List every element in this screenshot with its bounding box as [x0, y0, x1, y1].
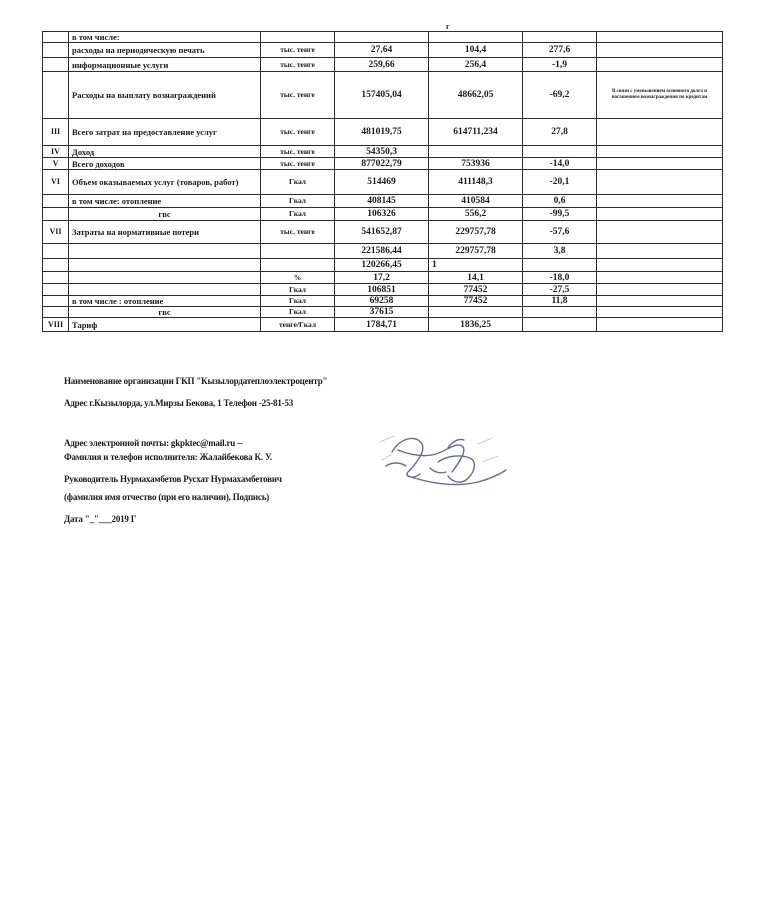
row-value-3: -69,2 — [523, 72, 597, 119]
row-value-3: -18,0 — [523, 272, 597, 284]
row-note — [597, 259, 723, 272]
row-unit — [261, 244, 335, 259]
table-row — [43, 158, 723, 170]
row-code — [43, 296, 69, 307]
row-value-1: 69258 — [335, 296, 429, 307]
row-code — [43, 195, 69, 208]
signature-caption: (фамилия имя отчество (при его наличии), Подпись) — [64, 492, 270, 502]
row-note — [597, 43, 723, 58]
row-code — [43, 272, 69, 284]
row-value-3: -99,5 — [523, 208, 597, 221]
row-note — [597, 208, 723, 221]
table-row — [43, 170, 723, 195]
row-code: III — [43, 119, 69, 146]
row-unit: тыс. тенге — [261, 221, 335, 244]
row-note — [597, 170, 723, 195]
row-value-2: 104,4 — [429, 43, 523, 58]
column-marker: г — [446, 22, 450, 31]
row-code — [43, 208, 69, 221]
row-note — [597, 296, 723, 307]
row-unit — [261, 259, 335, 272]
row-name: информационные услуги — [69, 58, 261, 72]
row-note — [597, 158, 723, 170]
row-value-3: 3,8 — [523, 244, 597, 259]
row-value-1: 120266,45 — [335, 259, 429, 272]
row-code — [43, 72, 69, 119]
row-value-2: 14,1 — [429, 272, 523, 284]
row-value-3: -14,0 — [523, 158, 597, 170]
row-value-1: 37615 — [335, 307, 429, 318]
table-row — [43, 296, 723, 307]
row-note — [597, 58, 723, 72]
row-note — [597, 146, 723, 158]
table-row — [43, 284, 723, 296]
row-value-2: 753936 — [429, 158, 523, 170]
row-value-1: 259,66 — [335, 58, 429, 72]
row-value-1: 481019,75 — [335, 119, 429, 146]
row-note — [597, 284, 723, 296]
row-value-3 — [523, 32, 597, 43]
row-name: в том числе: отопление — [69, 195, 261, 208]
row-code — [43, 244, 69, 259]
email-line: Адрес электронной почты: gkpktec@mail.ru -- — [64, 438, 243, 448]
row-value-2: 1836,25 — [429, 318, 523, 332]
row-value-3: -57,6 — [523, 221, 597, 244]
executor-line: Фамилия и телефон исполнителя: Жалайбекова К. У. — [64, 452, 272, 462]
table-row — [43, 272, 723, 284]
row-value-2 — [429, 146, 523, 158]
org-name-line: Наименование организации ГКП "Кызылордатеплоэлектроцентр" — [64, 376, 328, 386]
signature-stamp — [378, 432, 512, 492]
row-value-1: 54350,3 — [335, 146, 429, 158]
row-note — [597, 318, 723, 332]
row-value-3: 27,8 — [523, 119, 597, 146]
row-value-2: 556,2 — [429, 208, 523, 221]
row-value-1: 27,64 — [335, 43, 429, 58]
row-unit: тенге/Гкал — [261, 318, 335, 332]
row-unit: тыс. тенге — [261, 158, 335, 170]
row-value-1: 541652,87 — [335, 221, 429, 244]
row-value-3 — [523, 307, 597, 318]
row-code — [43, 58, 69, 72]
row-name: Доход — [69, 146, 261, 158]
row-value-3: 11,8 — [523, 296, 597, 307]
row-name: гвс — [69, 307, 261, 318]
row-code: VI — [43, 170, 69, 195]
table-row — [43, 119, 723, 146]
row-name: гвс — [69, 208, 261, 221]
row-value-1: 17,2 — [335, 272, 429, 284]
row-unit: тыс. тенге — [261, 119, 335, 146]
row-note — [597, 307, 723, 318]
address-line: Адрес г.Кызылорда, ул.Мирзы Бекова, 1 Телефон -25-81-53 — [64, 398, 294, 408]
row-value-3: 277,6 — [523, 43, 597, 58]
row-value-2: 256,4 — [429, 58, 523, 72]
row-code — [43, 43, 69, 58]
table-row — [43, 43, 723, 58]
row-code: IV — [43, 146, 69, 158]
row-unit: Гкал — [261, 208, 335, 221]
row-value-1: 408145 — [335, 195, 429, 208]
row-unit: Гкал — [261, 195, 335, 208]
row-code — [43, 259, 69, 272]
row-value-2: 77452 — [429, 284, 523, 296]
head-line: Руководитель Нурмахамбетов Русхат Нурмахамбетович — [64, 474, 282, 484]
row-value-2: 1 — [429, 259, 523, 272]
row-name — [69, 272, 261, 284]
table-row — [43, 221, 723, 244]
row-value-1: 514469 — [335, 170, 429, 195]
row-code: VIII — [43, 318, 69, 332]
row-note: В связи с уменьшением основного долга и погашением вознаграждения по кредитам — [597, 72, 723, 119]
row-unit: тыс. тенге — [261, 43, 335, 58]
row-note — [597, 195, 723, 208]
row-name — [69, 259, 261, 272]
row-value-1: 106326 — [335, 208, 429, 221]
row-value-1: 106851 — [335, 284, 429, 296]
row-name: Всего затрат на предоставление услуг — [69, 119, 261, 146]
row-note — [597, 32, 723, 43]
row-name — [69, 244, 261, 259]
table-row — [43, 195, 723, 208]
row-code — [43, 284, 69, 296]
row-value-2 — [429, 307, 523, 318]
table-row — [43, 318, 723, 332]
row-value-1: 157405,04 — [335, 72, 429, 119]
row-unit: Гкал — [261, 296, 335, 307]
table-row — [43, 72, 723, 119]
row-name: Расходы на выплату вознаграждений — [69, 72, 261, 119]
tariff-table — [42, 31, 723, 332]
row-code: V — [43, 158, 69, 170]
row-name: Тариф — [69, 318, 261, 332]
row-unit — [261, 32, 335, 43]
table-row — [43, 32, 723, 43]
table-row — [43, 208, 723, 221]
row-value-3 — [523, 146, 597, 158]
row-note — [597, 272, 723, 284]
row-name: Объем оказываемых услуг (товаров, работ) — [69, 170, 261, 195]
row-unit: Гкал — [261, 284, 335, 296]
row-code — [43, 307, 69, 318]
row-value-2: 614711,234 — [429, 119, 523, 146]
row-value-2: 229757,78 — [429, 221, 523, 244]
row-value-3 — [523, 318, 597, 332]
table-row — [43, 58, 723, 72]
row-value-3: 0,6 — [523, 195, 597, 208]
row-code — [43, 32, 69, 43]
row-value-3: -20,1 — [523, 170, 597, 195]
row-value-2: 411148,3 — [429, 170, 523, 195]
row-unit: Гкал — [261, 170, 335, 195]
row-value-2: 48662,05 — [429, 72, 523, 119]
row-unit: тыс. тенге — [261, 58, 335, 72]
row-unit: Гкал — [261, 307, 335, 318]
table-row — [43, 244, 723, 259]
date-line: Дата "_"___2019 Г — [64, 514, 137, 524]
row-note — [597, 244, 723, 259]
row-unit: тыс. тенге — [261, 146, 335, 158]
row-value-1: 877022,79 — [335, 158, 429, 170]
row-name: в том числе: — [69, 32, 261, 43]
row-value-2: 229757,78 — [429, 244, 523, 259]
table-row — [43, 146, 723, 158]
row-name: Всего доходов — [69, 158, 261, 170]
row-value-3: -27,5 — [523, 284, 597, 296]
row-note — [597, 119, 723, 146]
row-value-2: 77452 — [429, 296, 523, 307]
row-note — [597, 221, 723, 244]
row-name: Затраты на нормативные потери — [69, 221, 261, 244]
row-value-1: 221586,44 — [335, 244, 429, 259]
row-unit: тыс. тенге — [261, 72, 335, 119]
table-row — [43, 259, 723, 272]
row-name: расходы на периодическую печать — [69, 43, 261, 58]
row-name: в том числе : отопление — [69, 296, 261, 307]
row-value-3 — [523, 259, 597, 272]
row-value-2 — [429, 32, 523, 43]
row-name — [69, 284, 261, 296]
row-value-3: -1,9 — [523, 58, 597, 72]
row-code: VII — [43, 221, 69, 244]
row-unit: % — [261, 272, 335, 284]
row-value-1: 1784,71 — [335, 318, 429, 332]
table-row — [43, 307, 723, 318]
row-value-2: 410584 — [429, 195, 523, 208]
row-value-1 — [335, 32, 429, 43]
